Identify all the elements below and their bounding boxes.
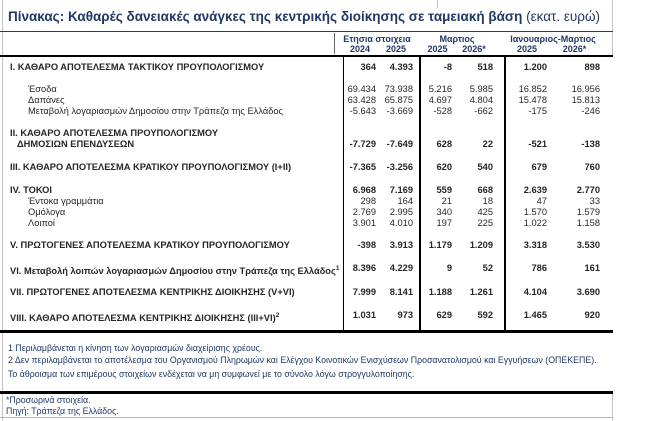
table-cell-dapanes-c3: 4.697 [428, 95, 452, 105]
table-cell-metavoli-c2: -3.669 [386, 106, 413, 116]
year-label: 2025 [385, 44, 407, 54]
table-cell-VIII-c3: 629 [436, 310, 452, 320]
col-group-jan-mar: Ιανουαριος-Μαρτιος [510, 34, 596, 44]
table-cell-dapanes-c6: 15.813 [571, 95, 600, 105]
table-cell-VI-c5: 786 [531, 263, 547, 273]
row-label-II-line2: ΔΗΜΟΣΙΩΝ ΕΠΕΝΔΥΣΕΩΝ [17, 139, 135, 149]
table-cell-omologa-c4: 425 [477, 207, 493, 217]
table-cell-I-c2: 4.393 [389, 62, 413, 72]
gridline-bottom [0, 417, 613, 418]
year-label: 2025 [427, 44, 448, 54]
table-cell-V-c4: 1.209 [469, 240, 493, 250]
footnote-1: 1 Περιλαμβάνεται η κίνηση των λογαριασμών διαχείρισης χρέους. [8, 343, 263, 353]
row-label-I: I. ΚΑΘΑΡΟ ΑΠΟΤΕΛΕΣΜΑ ΤΑΚΤΙΚΟΥ ΠΡΟΥΠΟΛΟΓΙΣΜΟΥ [10, 62, 265, 72]
table-cell-metavoli-c6: -246 [581, 106, 600, 116]
table-cell-dapanes-c4: 4.804 [469, 95, 493, 105]
table-cell-entoka-c2: 164 [397, 196, 413, 206]
table-cell-esoda-c1: 69.434 [347, 84, 376, 94]
table-cell-omologa-c2: 2.995 [389, 207, 413, 217]
table-cell-III-c3: 620 [436, 162, 452, 172]
row-label-metavoli: Μεταβολή λογαριασμών Δημοσίου στην Τράπεζα της Ελλάδος [28, 106, 284, 116]
table-cell-II-c5: -521 [528, 139, 547, 149]
table-cell-VI-c1: 8.396 [352, 263, 376, 273]
table-cell-II-c3: 628 [436, 139, 452, 149]
table-cell-omologa-c6: 1.579 [576, 207, 600, 217]
table-cell-I-c5: 1.200 [523, 62, 547, 72]
table-cell-II-c4: 22 [482, 139, 493, 149]
table-cell-II-c2: -7.649 [386, 139, 413, 149]
table-cell-VI-c2: 4.229 [389, 263, 413, 273]
table-cell-VIII-c6: 920 [584, 310, 600, 320]
table-cell-I-c6: 898 [584, 62, 600, 72]
table-cell-IV-c1: 6.968 [352, 185, 376, 195]
row-label-V: V. ΠΡΩΤΟΓΕΝΕΣ ΑΠΟΤΕΛΕΣΜΑ ΚΡΑΤΙΚΟΥ ΠΡΟΥΠΟΛΟΓΙΣΜΟΥ [10, 240, 290, 250]
provisional-note: *Προσωρινά στοιχεία. [6, 395, 91, 405]
table-cell-VI-c6: 161 [584, 263, 600, 273]
table-cell-III-c5: 679 [531, 162, 547, 172]
table-cell-V-c1: -398 [357, 240, 376, 250]
table-cell-V-c3: 1.179 [428, 240, 452, 250]
row-label-VII: VII. ΠΡΩΤΟΓΕΝΕΣ ΑΠΟΤΕΛΕΣΜΑ ΚΕΝΤΡΙΚΗΣ ΔΙΟΙΚΗΣΗΣ (V+VI) [10, 287, 295, 297]
table-cell-esoda-c4: 5.985 [469, 84, 493, 94]
row-label-VI: VI. Μεταβολή λοιπών λογαριασμών Δημοσίου στην Τράπεζα της Ελλάδος$^1$ [10, 265, 340, 277]
source-note: Πηγή: Τράπεζα της Ελλάδος. [6, 406, 119, 416]
table-cell-loipoi-c5: 1.022 [523, 218, 547, 228]
table-cell-VII-c6: 3.690 [576, 287, 600, 297]
year-label: 2025 [516, 44, 538, 54]
table-cell-I-c3: -8 [443, 62, 452, 72]
table-cell-metavoli-c5: -175 [528, 106, 547, 116]
row-label-II: II. ΚΑΘΑΡΟ ΑΠΟΤΕΛΕΣΜΑ ΠΡΟΥΠΟΛΟΓΙΣΜΟΥ [10, 128, 219, 138]
table-cell-VII-c5: 4.104 [523, 287, 547, 297]
year-label: 2026* [462, 44, 486, 54]
table-cell-VII-c1: 7.999 [352, 287, 376, 297]
table-cell-III-c1: -7.365 [349, 162, 376, 172]
body-bottom-rule [0, 330, 613, 333]
footnote-2: 2 Δεν περιλαμβάνεται το αποτέλεσμα του Οργανισμού Πληρωμών και Ελέγχου Κοινοτικών Ενισχύσεων Προσανατολισμού και Εγγυήσεων (ΟΠΕΚΕΠΕ). [8, 355, 597, 365]
col-group-annual: Ετησια στοιχεια [343, 34, 411, 44]
table-cell-entoka-c5: 47 [536, 196, 547, 206]
table-cell-V-c6: 3.530 [576, 240, 600, 250]
table-cell-loipoi-c4: 225 [477, 218, 493, 228]
table-cell-loipoi-c2: 4.010 [389, 218, 413, 228]
table-cell-loipoi-c3: 197 [436, 218, 452, 228]
table-cell-metavoli-c1: -5.643 [349, 106, 376, 116]
table-cell-dapanes-c5: 15.478 [518, 95, 547, 105]
table-cell-VIII-c2: 973 [397, 310, 413, 320]
table-cell-metavoli-c4: -662 [474, 106, 493, 116]
table-cell-omologa-c3: 340 [436, 207, 452, 217]
row-label-dapanes: Δαπάνες [28, 95, 65, 105]
row-label-loipoi: Λοιποί [28, 218, 55, 228]
table-title-text: Πίνακας: Καθαρές δανειακές ανάγκες της κεντρικής διοίκησης σε ταμειακή βάση [8, 9, 523, 24]
year-label: 2024 [349, 44, 371, 54]
table-cell-VIII-c4: 592 [477, 310, 493, 320]
table-cell-entoka-c4: 18 [482, 196, 493, 206]
table-cell-IV-c5: 2.639 [523, 185, 547, 195]
table-cell-IV-c3: 559 [436, 185, 452, 195]
table-cell-esoda-c5: 16.852 [518, 84, 547, 94]
row-label-omologa: Ομόλογα [28, 207, 66, 217]
table-cell-VII-c2: 8.141 [389, 287, 413, 297]
table-cell-entoka-c3: 21 [441, 196, 452, 206]
table-cell-IV-c2: 7.169 [389, 185, 413, 195]
table-cell-VIII-c1: 1.031 [352, 310, 376, 320]
table-cell-I-c1: 364 [360, 62, 376, 72]
footnote-rounding: Το άθροισμα των επιμέρους στοιχείων ενδέχεται να μη συμφωνεί με το σύνολο λόγω στρογγυλοποίησης. [8, 369, 415, 379]
table-cell-omologa-c1: 2.769 [352, 207, 376, 217]
table-cell-loipoi-c1: 3.901 [352, 218, 376, 228]
table-cell-VII-c3: 1.188 [428, 287, 452, 297]
footnote-marker: 1 [335, 265, 340, 272]
row-label-esoda: Έσοδα [28, 84, 57, 94]
table-cell-dapanes-c1: 63.428 [347, 95, 376, 105]
table-cell-III-c2: -3.256 [386, 162, 413, 172]
table-cell-V-c2: 3.913 [389, 240, 413, 250]
table-cell-V-c5: 3.318 [523, 240, 547, 250]
row-label-entoka: Έντοκα γραμμάτια [28, 196, 104, 206]
table-cell-metavoli-c3: -528 [433, 106, 452, 116]
table-cell-VIII-c5: 1.465 [523, 310, 547, 320]
table-cell-dapanes-c2: 65.875 [384, 95, 413, 105]
row-label-III: III. ΚΑΘΑΡΟ ΑΠΟΤΕΛΕΣΜΑ ΚΡΑΤΙΚΟΥ ΠΡΟΥΠΟΛΟΓΙΣΜΟΥ (I+II) [10, 162, 292, 172]
col-group-march: Μαρτιος [439, 34, 475, 44]
year-label: 2026* [562, 44, 587, 54]
row-label-IV: IV. ΤΟΚΟΙ [10, 185, 52, 195]
table-cell-VI-c4: 52 [482, 263, 493, 273]
row-label-VIII: VIII. ΚΑΘΑΡΟ ΑΠΟΤΕΛΕΣΜΑ ΚΕΝΤΡΙΚΗΣ ΔΙΟΙΚΗΣΗΣ $(III+VI)^2$ [10, 312, 280, 324]
table-cell-VII-c4: 1.261 [469, 287, 493, 297]
table-cell-II-c1: -7.729 [349, 139, 376, 149]
table-cell-loipoi-c6: 1.158 [576, 218, 600, 228]
table-cell-III-c4: 540 [477, 162, 493, 172]
table-cell-III-c6: 760 [584, 162, 600, 172]
table-title-unit: (εκατ. ευρώ) [526, 9, 601, 24]
table-cell-II-c6: -138 [581, 139, 600, 149]
table-cell-entoka-c1: 298 [360, 196, 376, 206]
table-cell-IV-c4: 668 [477, 185, 493, 195]
table-cell-esoda-c3: 5.216 [428, 84, 452, 94]
footer-rule [0, 391, 613, 394]
table-cell-IV-c6: 2.770 [576, 185, 600, 195]
table-cell-esoda-c2: 73.938 [384, 84, 413, 94]
table-cell-VI-c3: 9 [446, 263, 452, 273]
footnote-marker: 2 [275, 312, 280, 319]
table-cell-entoka-c6: 33 [589, 196, 600, 206]
table-cell-I-c4: 518 [477, 62, 493, 72]
table-cell-esoda-c6: 16.956 [571, 84, 600, 94]
table-cell-omologa-c5: 1.570 [523, 207, 547, 217]
